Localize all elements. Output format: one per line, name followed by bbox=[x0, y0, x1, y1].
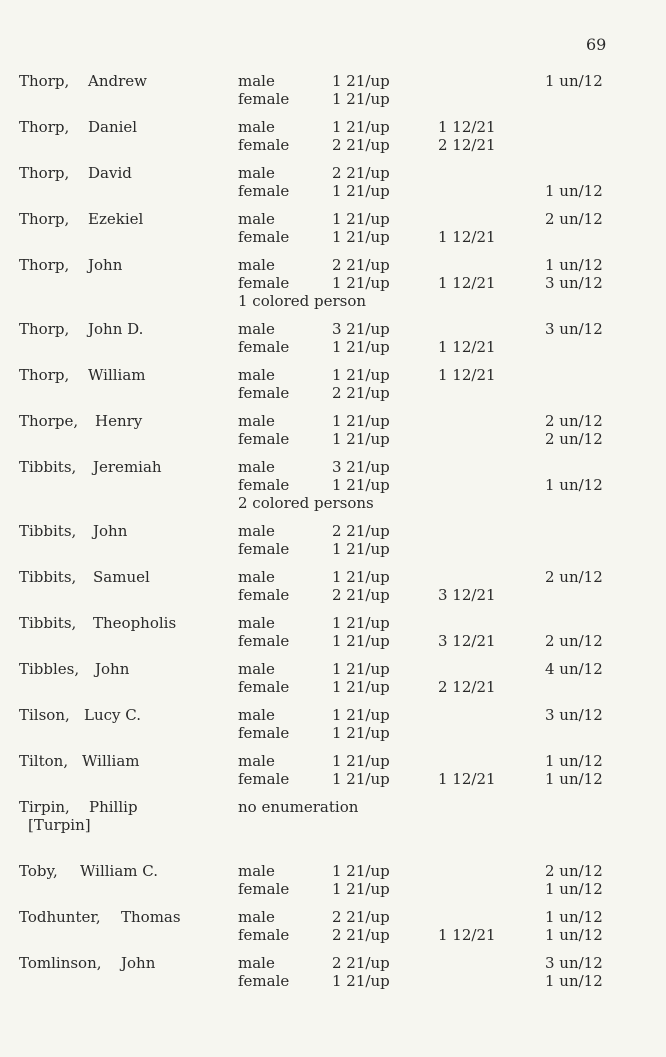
census-record bbox=[0, 568, 666, 614]
sex-label: female bbox=[238, 228, 290, 246]
sex-label: female bbox=[238, 430, 290, 448]
count-12-21: 1 12/21 bbox=[438, 118, 496, 136]
count-12-21: 1 12/21 bbox=[438, 338, 496, 356]
count-21-up: 2 21/up bbox=[332, 926, 390, 944]
record-line bbox=[0, 540, 666, 558]
record-line bbox=[0, 118, 666, 136]
count-under-12: 2 un/12 bbox=[545, 632, 603, 650]
record-line bbox=[0, 430, 666, 448]
sex-label: male bbox=[238, 320, 275, 338]
record-line bbox=[0, 72, 666, 90]
surname: Thorp, bbox=[19, 366, 70, 384]
record-line bbox=[0, 770, 666, 788]
sex-label: male bbox=[238, 366, 275, 384]
sex-label: female bbox=[238, 540, 290, 558]
given-name: William bbox=[88, 366, 146, 384]
sex-label: female bbox=[238, 90, 290, 108]
sex-label: male bbox=[238, 954, 275, 972]
enumeration-note: no enumeration bbox=[238, 798, 359, 816]
census-record bbox=[0, 522, 666, 568]
page-number: 69 bbox=[586, 35, 607, 54]
census-record bbox=[0, 660, 666, 706]
surname: Tibbits, bbox=[19, 522, 77, 540]
census-record bbox=[0, 798, 666, 862]
census-record bbox=[0, 862, 666, 908]
record-line bbox=[0, 678, 666, 696]
record-line bbox=[0, 458, 666, 476]
sex-label: male bbox=[238, 256, 275, 274]
count-under-12: 1 un/12 bbox=[545, 880, 603, 898]
count-21-up: 1 21/up bbox=[332, 182, 390, 200]
record-line bbox=[0, 880, 666, 898]
record-line bbox=[0, 586, 666, 604]
count-21-up: 1 21/up bbox=[332, 614, 390, 632]
record-line bbox=[0, 384, 666, 402]
census-record bbox=[0, 908, 666, 954]
record-line bbox=[0, 476, 666, 494]
colored-persons-note: 2 colored persons bbox=[238, 494, 374, 512]
count-under-12: 1 un/12 bbox=[545, 972, 603, 990]
census-record bbox=[0, 72, 666, 118]
record-line bbox=[0, 954, 666, 972]
given-name: David bbox=[88, 164, 132, 182]
sex-label: male bbox=[238, 522, 275, 540]
count-21-up: 2 21/up bbox=[332, 954, 390, 972]
sex-label: male bbox=[238, 568, 275, 586]
count-12-21: 1 12/21 bbox=[438, 228, 496, 246]
record-line bbox=[0, 660, 666, 678]
given-name: John bbox=[88, 256, 123, 274]
count-21-up: 1 21/up bbox=[332, 412, 390, 430]
count-21-up: 2 21/up bbox=[332, 384, 390, 402]
census-record bbox=[0, 320, 666, 366]
count-12-21: 1 12/21 bbox=[438, 366, 496, 384]
count-21-up: 3 21/up bbox=[332, 458, 390, 476]
record-line bbox=[0, 274, 666, 292]
count-under-12: 1 un/12 bbox=[545, 908, 603, 926]
record-line bbox=[0, 798, 666, 816]
sex-label: male bbox=[238, 614, 275, 632]
surname: Thorp, bbox=[19, 320, 70, 338]
count-21-up: 2 21/up bbox=[332, 136, 390, 154]
sex-label: female bbox=[238, 632, 290, 650]
count-under-12: 1 un/12 bbox=[545, 752, 603, 770]
record-line bbox=[0, 136, 666, 154]
surname: Tibbits, bbox=[19, 458, 77, 476]
count-under-12: 3 un/12 bbox=[545, 706, 603, 724]
given-name: Thomas bbox=[121, 908, 181, 926]
given-name: Ezekiel bbox=[88, 210, 144, 228]
surname: Thorp, bbox=[19, 164, 70, 182]
surname: Thorp, bbox=[19, 256, 70, 274]
count-21-up: 1 21/up bbox=[332, 90, 390, 108]
count-12-21: 3 12/21 bbox=[438, 632, 496, 650]
record-line bbox=[0, 164, 666, 182]
record-line bbox=[0, 752, 666, 770]
count-under-12: 3 un/12 bbox=[545, 954, 603, 972]
record-line bbox=[0, 908, 666, 926]
count-21-up: 1 21/up bbox=[332, 540, 390, 558]
record-line bbox=[0, 320, 666, 338]
count-21-up: 2 21/up bbox=[332, 256, 390, 274]
given-name: John bbox=[95, 660, 130, 678]
count-under-12: 1 un/12 bbox=[545, 476, 603, 494]
count-21-up: 1 21/up bbox=[332, 972, 390, 990]
count-12-21: 3 12/21 bbox=[438, 586, 496, 604]
record-line bbox=[0, 292, 666, 310]
count-12-21: 2 12/21 bbox=[438, 136, 496, 154]
count-21-up: 1 21/up bbox=[332, 724, 390, 742]
census-record bbox=[0, 366, 666, 412]
count-21-up: 1 21/up bbox=[332, 72, 390, 90]
sex-label: female bbox=[238, 972, 290, 990]
census-record bbox=[0, 614, 666, 660]
sex-label: female bbox=[238, 678, 290, 696]
count-21-up: 2 21/up bbox=[332, 586, 390, 604]
count-under-12: 1 un/12 bbox=[545, 770, 603, 788]
count-21-up: 1 21/up bbox=[332, 366, 390, 384]
surname: Tibbles, bbox=[19, 660, 80, 678]
count-21-up: 2 21/up bbox=[332, 522, 390, 540]
census-record bbox=[0, 164, 666, 210]
count-21-up: 3 21/up bbox=[332, 320, 390, 338]
sex-label: male bbox=[238, 210, 275, 228]
sex-label: male bbox=[238, 908, 275, 926]
count-21-up: 2 21/up bbox=[332, 164, 390, 182]
count-21-up: 2 21/up bbox=[332, 908, 390, 926]
count-12-21: 1 12/21 bbox=[438, 926, 496, 944]
record-line bbox=[0, 256, 666, 274]
colored-persons-note: 1 colored person bbox=[238, 292, 367, 310]
record-line bbox=[0, 926, 666, 944]
count-under-12: 2 un/12 bbox=[545, 862, 603, 880]
count-12-21: 1 12/21 bbox=[438, 770, 496, 788]
count-21-up: 1 21/up bbox=[332, 880, 390, 898]
sex-label: male bbox=[238, 412, 275, 430]
count-21-up: 1 21/up bbox=[332, 706, 390, 724]
count-12-21: 1 12/21 bbox=[438, 274, 496, 292]
alias-name: [Turpin] bbox=[28, 816, 91, 834]
count-under-12: 2 un/12 bbox=[545, 568, 603, 586]
sex-label: male bbox=[238, 660, 275, 678]
given-name: Lucy C. bbox=[84, 706, 141, 724]
record-line bbox=[0, 522, 666, 540]
count-21-up: 1 21/up bbox=[332, 632, 390, 650]
sex-label: male bbox=[238, 164, 275, 182]
record-line bbox=[0, 90, 666, 108]
census-records bbox=[0, 72, 666, 1000]
sex-label: female bbox=[238, 274, 290, 292]
census-record bbox=[0, 706, 666, 752]
sex-label: female bbox=[238, 476, 290, 494]
count-under-12: 3 un/12 bbox=[545, 320, 603, 338]
sex-label: female bbox=[238, 338, 290, 356]
count-21-up: 1 21/up bbox=[332, 118, 390, 136]
count-21-up: 1 21/up bbox=[332, 274, 390, 292]
surname: Tirpin, bbox=[19, 798, 70, 816]
count-under-12: 2 un/12 bbox=[545, 412, 603, 430]
count-21-up: 1 21/up bbox=[332, 770, 390, 788]
sex-label: male bbox=[238, 862, 275, 880]
given-name: John D. bbox=[88, 320, 144, 338]
count-21-up: 1 21/up bbox=[332, 660, 390, 678]
count-under-12: 2 un/12 bbox=[545, 430, 603, 448]
given-name: Samuel bbox=[93, 568, 150, 586]
record-line bbox=[0, 972, 666, 990]
given-name: William C. bbox=[80, 862, 158, 880]
census-record bbox=[0, 256, 666, 320]
record-line bbox=[0, 724, 666, 742]
record-line bbox=[0, 614, 666, 632]
given-name: John bbox=[121, 954, 156, 972]
record-line bbox=[0, 210, 666, 228]
surname: Tilson, bbox=[19, 706, 70, 724]
sex-label: male bbox=[238, 118, 275, 136]
record-line bbox=[0, 366, 666, 384]
census-record bbox=[0, 412, 666, 458]
record-line bbox=[0, 816, 666, 834]
sex-label: male bbox=[238, 706, 275, 724]
surname: Tomlinson, bbox=[19, 954, 102, 972]
census-record bbox=[0, 118, 666, 164]
count-21-up: 1 21/up bbox=[332, 752, 390, 770]
sex-label: male bbox=[238, 458, 275, 476]
census-record bbox=[0, 210, 666, 256]
given-name: Henry bbox=[95, 412, 143, 430]
count-21-up: 1 21/up bbox=[332, 228, 390, 246]
count-under-12: 1 un/12 bbox=[545, 926, 603, 944]
surname: Tibbits, bbox=[19, 614, 77, 632]
count-21-up: 1 21/up bbox=[332, 476, 390, 494]
count-21-up: 1 21/up bbox=[332, 862, 390, 880]
record-line bbox=[0, 568, 666, 586]
given-name: Theopholis bbox=[93, 614, 177, 632]
given-name: John bbox=[93, 522, 128, 540]
record-line bbox=[0, 182, 666, 200]
census-record bbox=[0, 458, 666, 522]
count-21-up: 1 21/up bbox=[332, 338, 390, 356]
sex-label: female bbox=[238, 770, 290, 788]
census-record bbox=[0, 752, 666, 798]
count-under-12: 1 un/12 bbox=[545, 72, 603, 90]
count-21-up: 1 21/up bbox=[332, 210, 390, 228]
count-under-12: 4 un/12 bbox=[545, 660, 603, 678]
surname: Thorp, bbox=[19, 210, 70, 228]
record-line bbox=[0, 494, 666, 512]
sex-label: male bbox=[238, 72, 275, 90]
given-name: Phillip bbox=[89, 798, 138, 816]
sex-label: female bbox=[238, 384, 290, 402]
count-12-21: 2 12/21 bbox=[438, 678, 496, 696]
given-name: Jeremiah bbox=[93, 458, 162, 476]
surname: Tibbits, bbox=[19, 568, 77, 586]
given-name: Daniel bbox=[88, 118, 138, 136]
surname: Thorp, bbox=[19, 72, 70, 90]
count-under-12: 3 un/12 bbox=[545, 274, 603, 292]
given-name: William bbox=[82, 752, 140, 770]
surname: Thorp, bbox=[19, 118, 70, 136]
record-line bbox=[0, 862, 666, 880]
record-line bbox=[0, 706, 666, 724]
count-21-up: 1 21/up bbox=[332, 678, 390, 696]
record-line bbox=[0, 228, 666, 246]
count-21-up: 1 21/up bbox=[332, 568, 390, 586]
count-under-12: 1 un/12 bbox=[545, 182, 603, 200]
sex-label: female bbox=[238, 182, 290, 200]
sex-label: female bbox=[238, 136, 290, 154]
record-line bbox=[0, 632, 666, 650]
sex-label: male bbox=[238, 752, 275, 770]
record-line bbox=[0, 338, 666, 356]
surname: Todhunter, bbox=[19, 908, 101, 926]
surname: Thorpe, bbox=[19, 412, 79, 430]
surname: Tilton, bbox=[19, 752, 69, 770]
sex-label: female bbox=[238, 724, 290, 742]
surname: Toby, bbox=[19, 862, 58, 880]
sex-label: female bbox=[238, 926, 290, 944]
count-under-12: 2 un/12 bbox=[545, 210, 603, 228]
count-21-up: 1 21/up bbox=[332, 430, 390, 448]
sex-label: female bbox=[238, 586, 290, 604]
count-under-12: 1 un/12 bbox=[545, 256, 603, 274]
census-record bbox=[0, 954, 666, 1000]
record-line bbox=[0, 412, 666, 430]
given-name: Andrew bbox=[88, 72, 147, 90]
sex-label: female bbox=[238, 880, 290, 898]
